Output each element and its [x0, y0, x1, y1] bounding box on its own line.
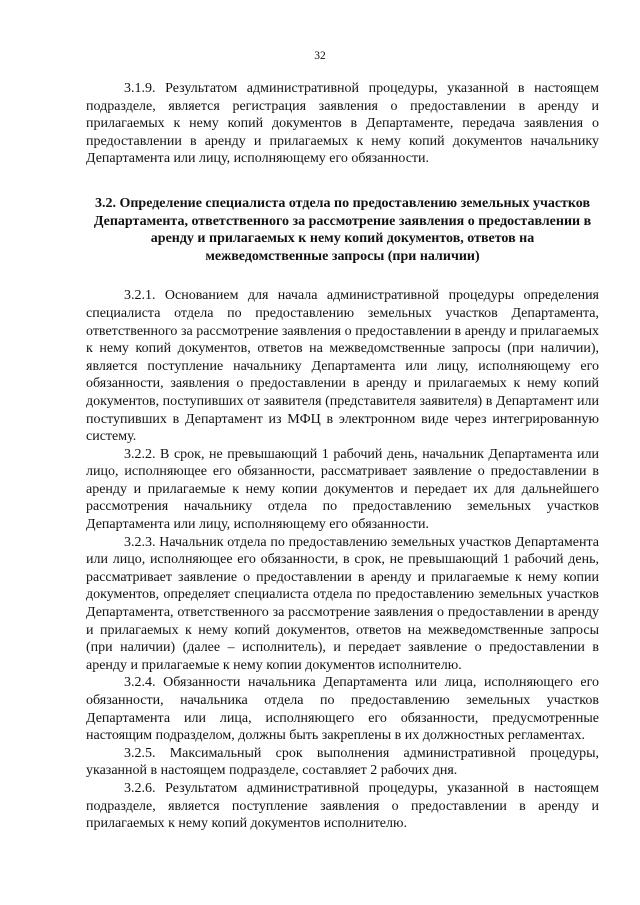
- section-heading-3-2: 3.2. Определение специалиста отдела по предоставлению земельных участков Департамента, ответственного за рассмотрение заявления о предоставлении в аренду и прилагаемых к нему копий документов, ответов на межведомственные запросы (при наличии): [93, 195, 592, 264]
- paragraph-3-2-5: 3.2.5. Максимальный срок выполнения административной процедуры, указанной в настоящем подразделе, составляет 2 рабочих дня.: [86, 745, 599, 779]
- paragraph-3-1-9: 3.1.9. Результатом административной процедуры, указанной в настоящем подразделе, является регистрация заявления о предоставлении в аренду и прилагаемых к нему копий документов в Департаменте, передача заявления о предоставлении в аренду и прилагаемых к нему копий документов начальнику Департамента или лицу, исполняющему его обязанности.: [86, 81, 599, 167]
- paragraph-3-2-3: 3.2.3. Начальник отдела по предоставлению земельных участков Департамента или лицо, исполняющее его обязанности, в срок, не превышающий 1 рабочий день, рассматривает заявление о предоставлении в аренду и прилагаемые к нему копии документов, определяет специалиста отдела по предоставлению земельных участков Департамента, ответственного за рассмотрение заявления о предоставлении в аренду и прилагаемых к нему копий документов, ответов на межведомственные запросы (при наличии) (далее – исполнитель), и передает заявление о предоставлении в аренду и прилагаемые к нему копии документов исполнителю.: [86, 534, 599, 673]
- paragraph-3-2-2: 3.2.2. В срок, не превышающий 1 рабочий день, начальник Департамента или лицо, исполняющее его обязанности, рассматривает заявление о предоставлении в аренду и прилагаемые к нему копии документов и передает их для дальнейшего рассмотрения начальнику отдела по предоставлению земельных участков Департамента или лицу, исполняющему его обязанности.: [86, 446, 599, 533]
- paragraph-3-2-1: 3.2.1. Основанием для начала административной процедуры определения специалиста отдела по предоставлению земельных участков Департамента, ответственного за рассмотрение заявления о предоставлении в аренду и прилагаемых к нему копий документов, ответов на межведомственные запросы (при наличии), является поступление начальнику Департамента или лицу, исполняющему его обязанности, заявления о предоставлении в аренду и прилагаемых к нему копий документов, поступивших от заявителя (представителя заявителя) в Департамент или поступивших в Департамент из МФЦ в электронном виде через интегрированную систему.: [86, 288, 599, 445]
- document-body: [86, 80, 599, 833]
- paragraph-3-2-6: 3.2.6. Результатом административной процедуры, указанной в настоящем подразделе, является поступление заявления о предоставлении в аренду и прилагаемых к нему копий документов исполнителю.: [86, 780, 599, 832]
- paragraph-3-2-4: 3.2.4. Обязанности начальника Департамента или лица, исполняющего его обязанности, начальника отдела по предоставлению земельных участков Департамента или лица, исполняющего его обязанности, предусмотренные настоящим подразделом, должны быть закреплены в их должностных регламентах.: [86, 675, 599, 744]
- page-number: 32: [314, 50, 326, 62]
